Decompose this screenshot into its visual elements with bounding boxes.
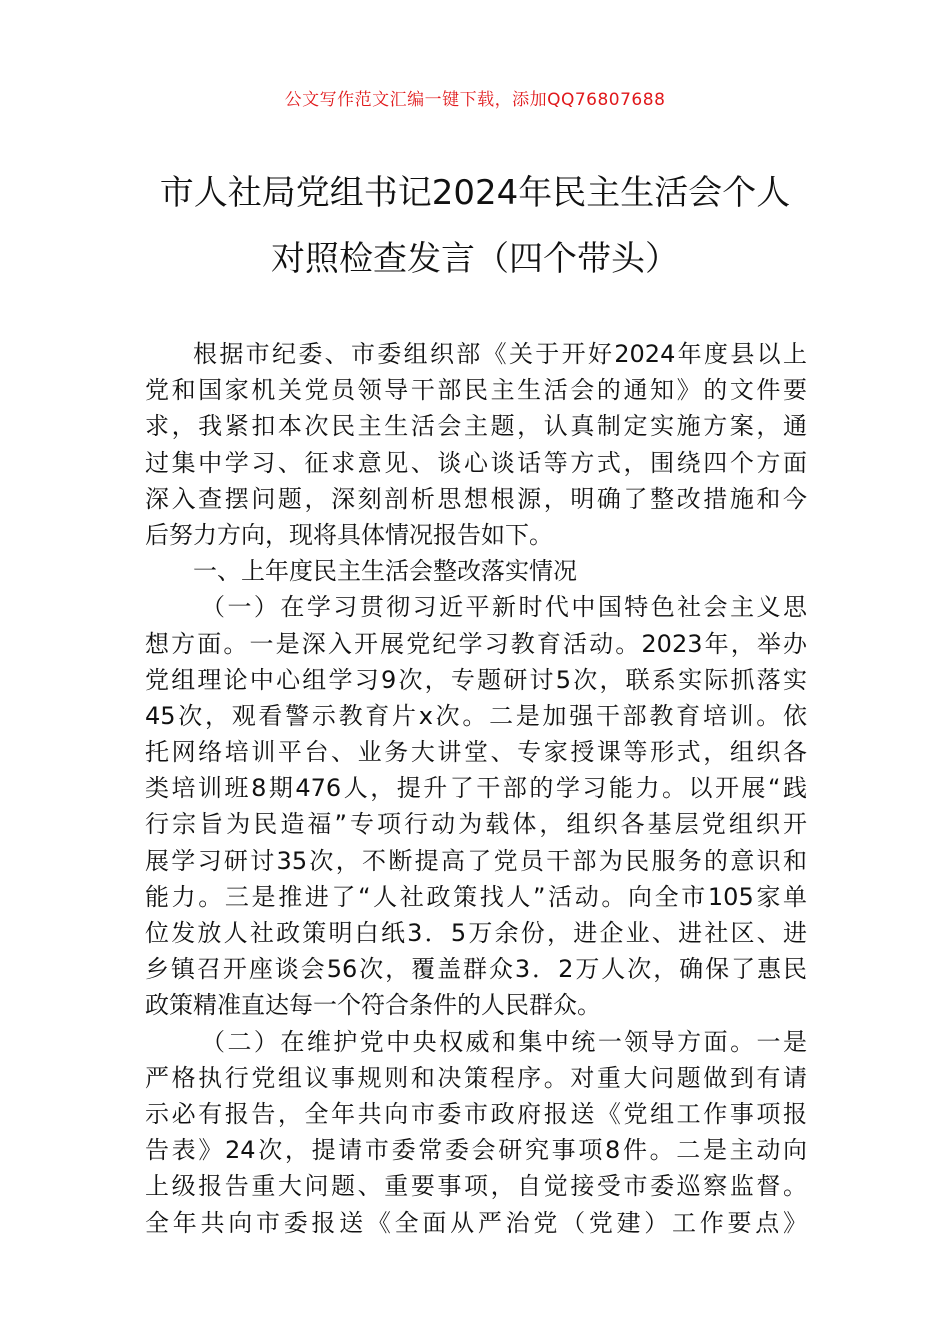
subsection-1-line: 行宗旨为民造福”专项行动为载体，组织各基层党组织开 xyxy=(145,810,807,839)
intro-line: 深入查摆问题，深刻剖析思想根源，明确了整改措施和今 xyxy=(145,484,807,513)
title-line-2: 对照检查发言（四个带头） xyxy=(271,239,679,279)
subsection-2-line: 上级报告重大问题、重要事项，自觉接受市委巡察监督。 xyxy=(145,1172,807,1201)
intro-line: 党和国家机关党员领导干部民主生活会的通知》的文件要 xyxy=(145,376,807,405)
title-line-1: 市人社局党组书记2024年民主生活会个人 xyxy=(159,173,791,213)
subsection-1-line: 乡镇召开座谈会56次，覆盖群众3．2万人次，确保了惠民 xyxy=(145,955,807,984)
intro-line: 过集中学习、征求意见、谈心谈话等方式，围绕四个方面 xyxy=(145,448,807,477)
subsection-1-line: 位发放人社政策明白纸3．5万余份，进企业、进社区、进 xyxy=(145,919,807,947)
subsection-1-line: 类培训班8期476人，提升了干部的学习能力。以开展“践 xyxy=(145,774,807,803)
subsection-2-line: 告表》24次，提请市委常委会研究事项8件。二是主动向 xyxy=(145,1136,807,1165)
subsection-1-line: 能力。三是推进了“人社政策找人”活动。向全市105家单 xyxy=(145,882,807,911)
subsection-2-line: 严格执行党组议事规则和决策程序。对重大问题做到有请 xyxy=(145,1063,807,1092)
subsection-1-line: 党组理论中心组学习9次，专题研讨5次，联系实际抓落实 xyxy=(145,665,807,694)
subsection-2-line: 全年共向市委报送《全面从严治党（党建）工作要点》 xyxy=(145,1208,807,1237)
intro-line: 求，我紧扣本次民主生活会主题，认真制定实施方案，通 xyxy=(145,412,807,441)
subsection-1-line: 45次，观看警示教育片x次。二是加强干部教育培训。依 xyxy=(145,701,807,730)
document-title xyxy=(130,160,820,292)
document-body xyxy=(145,336,807,1241)
subsection-1-line: 想方面。一是深入开展党纪学习教育活动。2023年，举办 xyxy=(145,629,807,658)
subsection-1-line: 托网络培训平台、业务大讲堂、专家授课等形式，组织各 xyxy=(145,738,807,767)
intro-line: 根据市纪委、市委组织部《关于开好2024年度县以上 xyxy=(193,340,807,368)
subsection-1-line: 展学习研讨35次，不断提高了党员干部为民服务的意识和 xyxy=(145,846,807,875)
intro-line: 后努力方向，现将具体情况报告如下。 xyxy=(145,520,553,549)
section-heading-1: 一、上年度民主生活会整改落实情况 xyxy=(193,557,577,586)
subsection-1-line: （一）在学习贯彻习近平新时代中国特色社会主义思 xyxy=(201,593,807,622)
subsection-2-line: （二）在维护党中央权威和集中统一领导方面。一是 xyxy=(201,1027,807,1056)
subsection-1-line: 政策精准直达每一个符合条件的人民群众。 xyxy=(145,991,601,1020)
subsection-2-line: 示必有报告，全年共向市委市政府报送《党组工作事项报 xyxy=(145,1099,807,1128)
download-promo-note: 公文写作范文汇编一键下载，添加QQ76807688 xyxy=(284,90,666,110)
